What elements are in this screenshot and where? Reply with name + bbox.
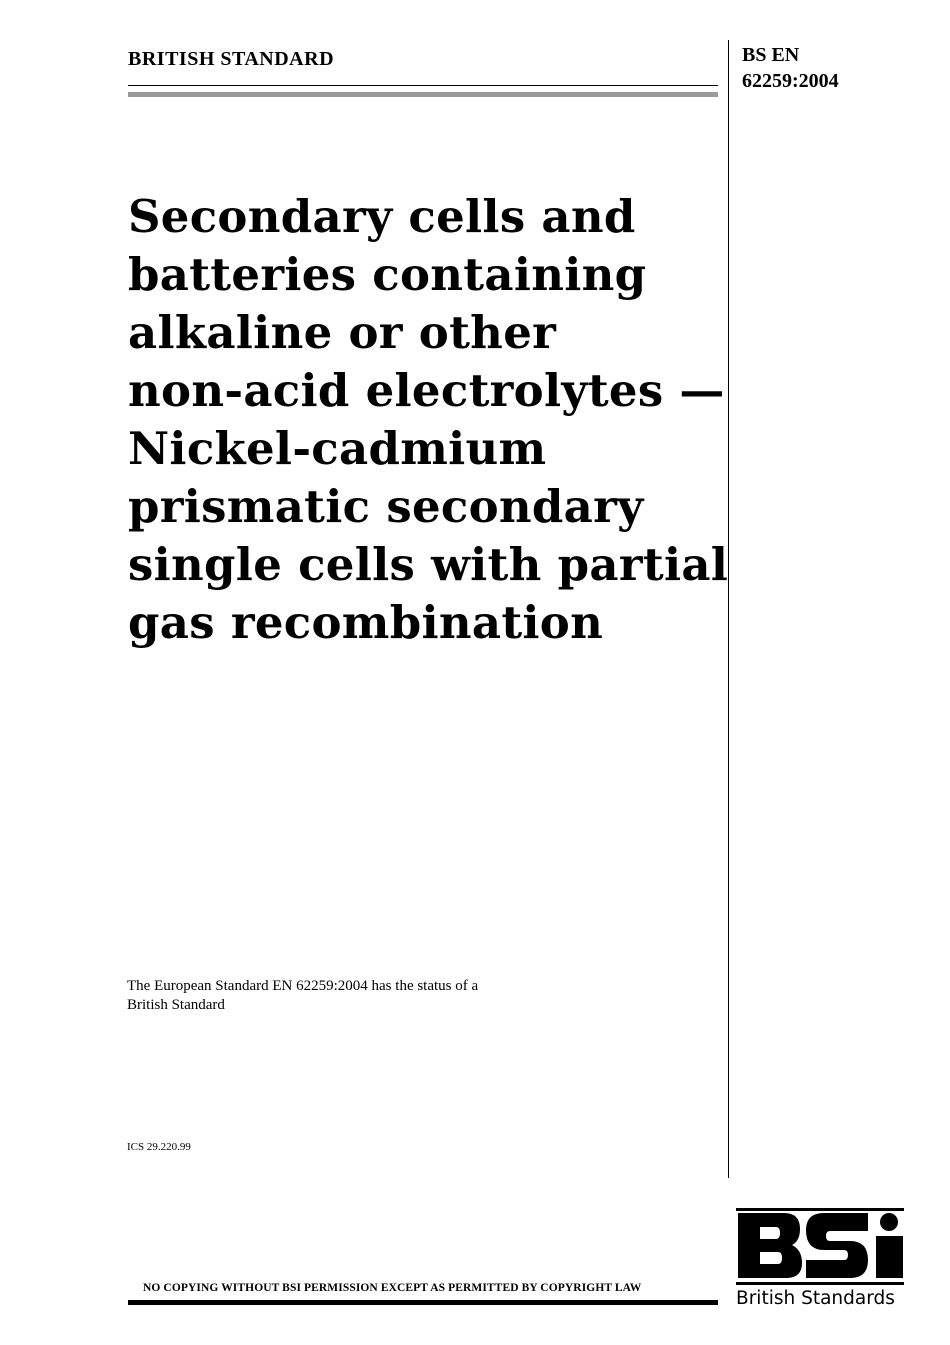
copyright-notice: NO COPYING WITHOUT BSI PERMISSION EXCEPT AS PERMITTED BY COPYRIGHT LAW — [143, 1282, 642, 1294]
bsi-logo-mark-icon — [736, 1208, 906, 1286]
title-line: alkaline or other — [128, 306, 557, 359]
standard-number — [742, 42, 839, 94]
header-rule-thin — [128, 85, 718, 86]
status-line1: The European Standard EN 62259:2004 has the status of a — [127, 978, 479, 994]
standard-number-line1: BS EN — [742, 44, 800, 66]
vertical-divider — [728, 40, 729, 1178]
footer-rule — [128, 1300, 718, 1305]
document-title — [128, 188, 728, 652]
header-rule-thick — [128, 92, 718, 97]
bsi-logo — [736, 1208, 906, 1313]
title-line: prismatic secondary — [128, 480, 644, 533]
title-line: single cells with partial — [128, 538, 729, 591]
standard-number-line2: 62259:2004 — [742, 70, 839, 92]
header-label: BRITISH STANDARD — [128, 48, 335, 70]
ics-code: ICS 29.220.99 — [127, 1141, 191, 1153]
title-line: batteries containing — [128, 248, 647, 301]
logo-caption: British Standards — [736, 1288, 895, 1309]
title-line: Secondary cells and — [128, 190, 636, 243]
title-line: gas recombination — [128, 596, 604, 649]
title-line: Nickel-cadmium — [128, 422, 547, 475]
status-line2: British Standard — [127, 997, 225, 1013]
status-statement — [127, 977, 478, 1015]
title-line: non-acid electrolytes — — [128, 364, 725, 417]
